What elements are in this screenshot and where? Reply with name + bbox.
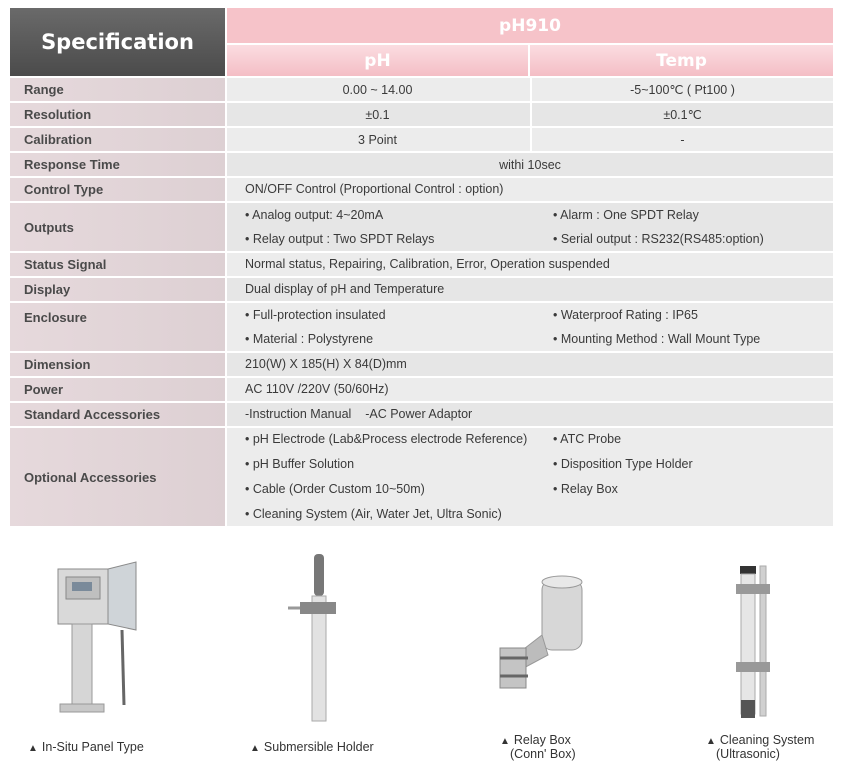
product-illustrations — [0, 540, 842, 730]
list-item: • pH Electrode (Lab&Process electrode Reference) — [245, 432, 528, 446]
ph-value: 3 Point — [358, 132, 397, 147]
row-value: Normal status, Repairing, Calibration, Error, Operation suspended — [245, 257, 610, 271]
row-value: 210(W) X 185(H) X 84(D)mm — [245, 357, 407, 371]
row-label: Standard Accessories — [10, 403, 225, 426]
temp-value: ±0.1℃ — [530, 103, 833, 126]
list-item: • Relay output : Two SPDT Relays — [245, 232, 435, 246]
list-item: • ATC Probe — [553, 432, 622, 446]
row-value: AC 110V /220V (50/60Hz) — [245, 382, 389, 396]
row-value: ON/OFF Control (Proportional Control : option) — [245, 182, 504, 196]
row-power — [10, 378, 833, 401]
triangle-marker-icon: ▲ — [706, 736, 716, 747]
row-value: -Instruction Manual -AC Power Adaptor — [245, 407, 473, 421]
list-item: • Material : Polystyrene — [245, 332, 374, 346]
caption-relay-box: ▲ Relay Box (Conn' Box) — [500, 733, 576, 761]
row-label: Display — [10, 278, 225, 301]
row-label: Optional Accessories — [10, 428, 225, 526]
list-item: • Cable (Order Custom 10~50m) — [245, 482, 425, 496]
row-label: Dimension — [10, 353, 225, 376]
row-label: Response Time — [10, 153, 225, 176]
row-label: Resolution — [10, 103, 225, 126]
row-control-type — [10, 178, 833, 201]
row-label: Enclosure — [10, 303, 225, 351]
list-item: • Analog output: 4~20mA — [245, 208, 384, 222]
table-header — [10, 8, 833, 76]
row-value: withi 10sec — [499, 157, 561, 172]
panel-image — [58, 562, 136, 712]
specification-table — [10, 8, 833, 526]
list-item: • Disposition Type Holder — [553, 457, 693, 471]
row-range — [10, 78, 833, 101]
list-item: • Serial output : RS232(RS485:option) — [553, 232, 764, 246]
caption-submersible: ▲ Submersible Holder — [250, 740, 374, 754]
row-value: Dual display of pH and Temperature — [245, 282, 445, 296]
list-item: • Full-protection insulated — [245, 308, 386, 322]
triangle-marker-icon: ▲ — [28, 743, 38, 754]
row-standard-accessories — [10, 403, 833, 426]
temp-column-header: Temp — [530, 45, 833, 76]
list-item: • Mounting Method : Wall Mount Type — [553, 332, 761, 346]
triangle-marker-icon: ▲ — [500, 736, 510, 747]
list-item: • pH Buffer Solution — [245, 457, 355, 471]
ph-column-header: pH — [227, 45, 528, 76]
temp-value: -5~100℃ ( Pt100 ) — [530, 78, 833, 101]
row-display — [10, 278, 833, 301]
row-label: Status Signal — [10, 253, 225, 276]
row-dimension — [10, 353, 833, 376]
row-outputs — [10, 203, 833, 251]
row-label: Control Type — [10, 178, 225, 201]
row-label: Power — [10, 378, 225, 401]
row-label: Range — [10, 78, 225, 101]
row-label: Calibration — [10, 128, 225, 151]
list-item: • Relay Box — [553, 482, 618, 496]
ph-value: ±0.1 — [365, 107, 390, 122]
row-response-time — [10, 153, 833, 176]
list-item: • Cleaning System (Air, Water Jet, Ultra Sonic) — [245, 507, 502, 521]
temp-value: - — [530, 128, 833, 151]
caption-cleaning-system: ▲ Cleaning System (Ultrasonic) — [706, 733, 815, 761]
triangle-marker-icon: ▲ — [250, 743, 260, 754]
spec-title: Specification — [10, 8, 225, 76]
cleaning-system-image — [736, 566, 770, 718]
row-status-signal — [10, 253, 833, 276]
list-item: • Waterproof Rating : IP65 — [553, 308, 698, 322]
ph-value: 0.00 ~ 14.00 — [342, 82, 413, 97]
row-calibration — [10, 128, 833, 151]
row-enclosure — [10, 303, 833, 351]
list-item: • Alarm : One SPDT Relay — [553, 208, 699, 222]
row-label: Outputs — [10, 203, 225, 251]
model-name: pH910 — [227, 8, 833, 43]
row-optional-accessories — [10, 428, 833, 526]
caption-panel: ▲ In-Situ Panel Type — [28, 740, 144, 754]
relay-box-image — [500, 576, 582, 688]
row-resolution — [10, 103, 833, 126]
submersible-holder-image — [288, 554, 336, 721]
